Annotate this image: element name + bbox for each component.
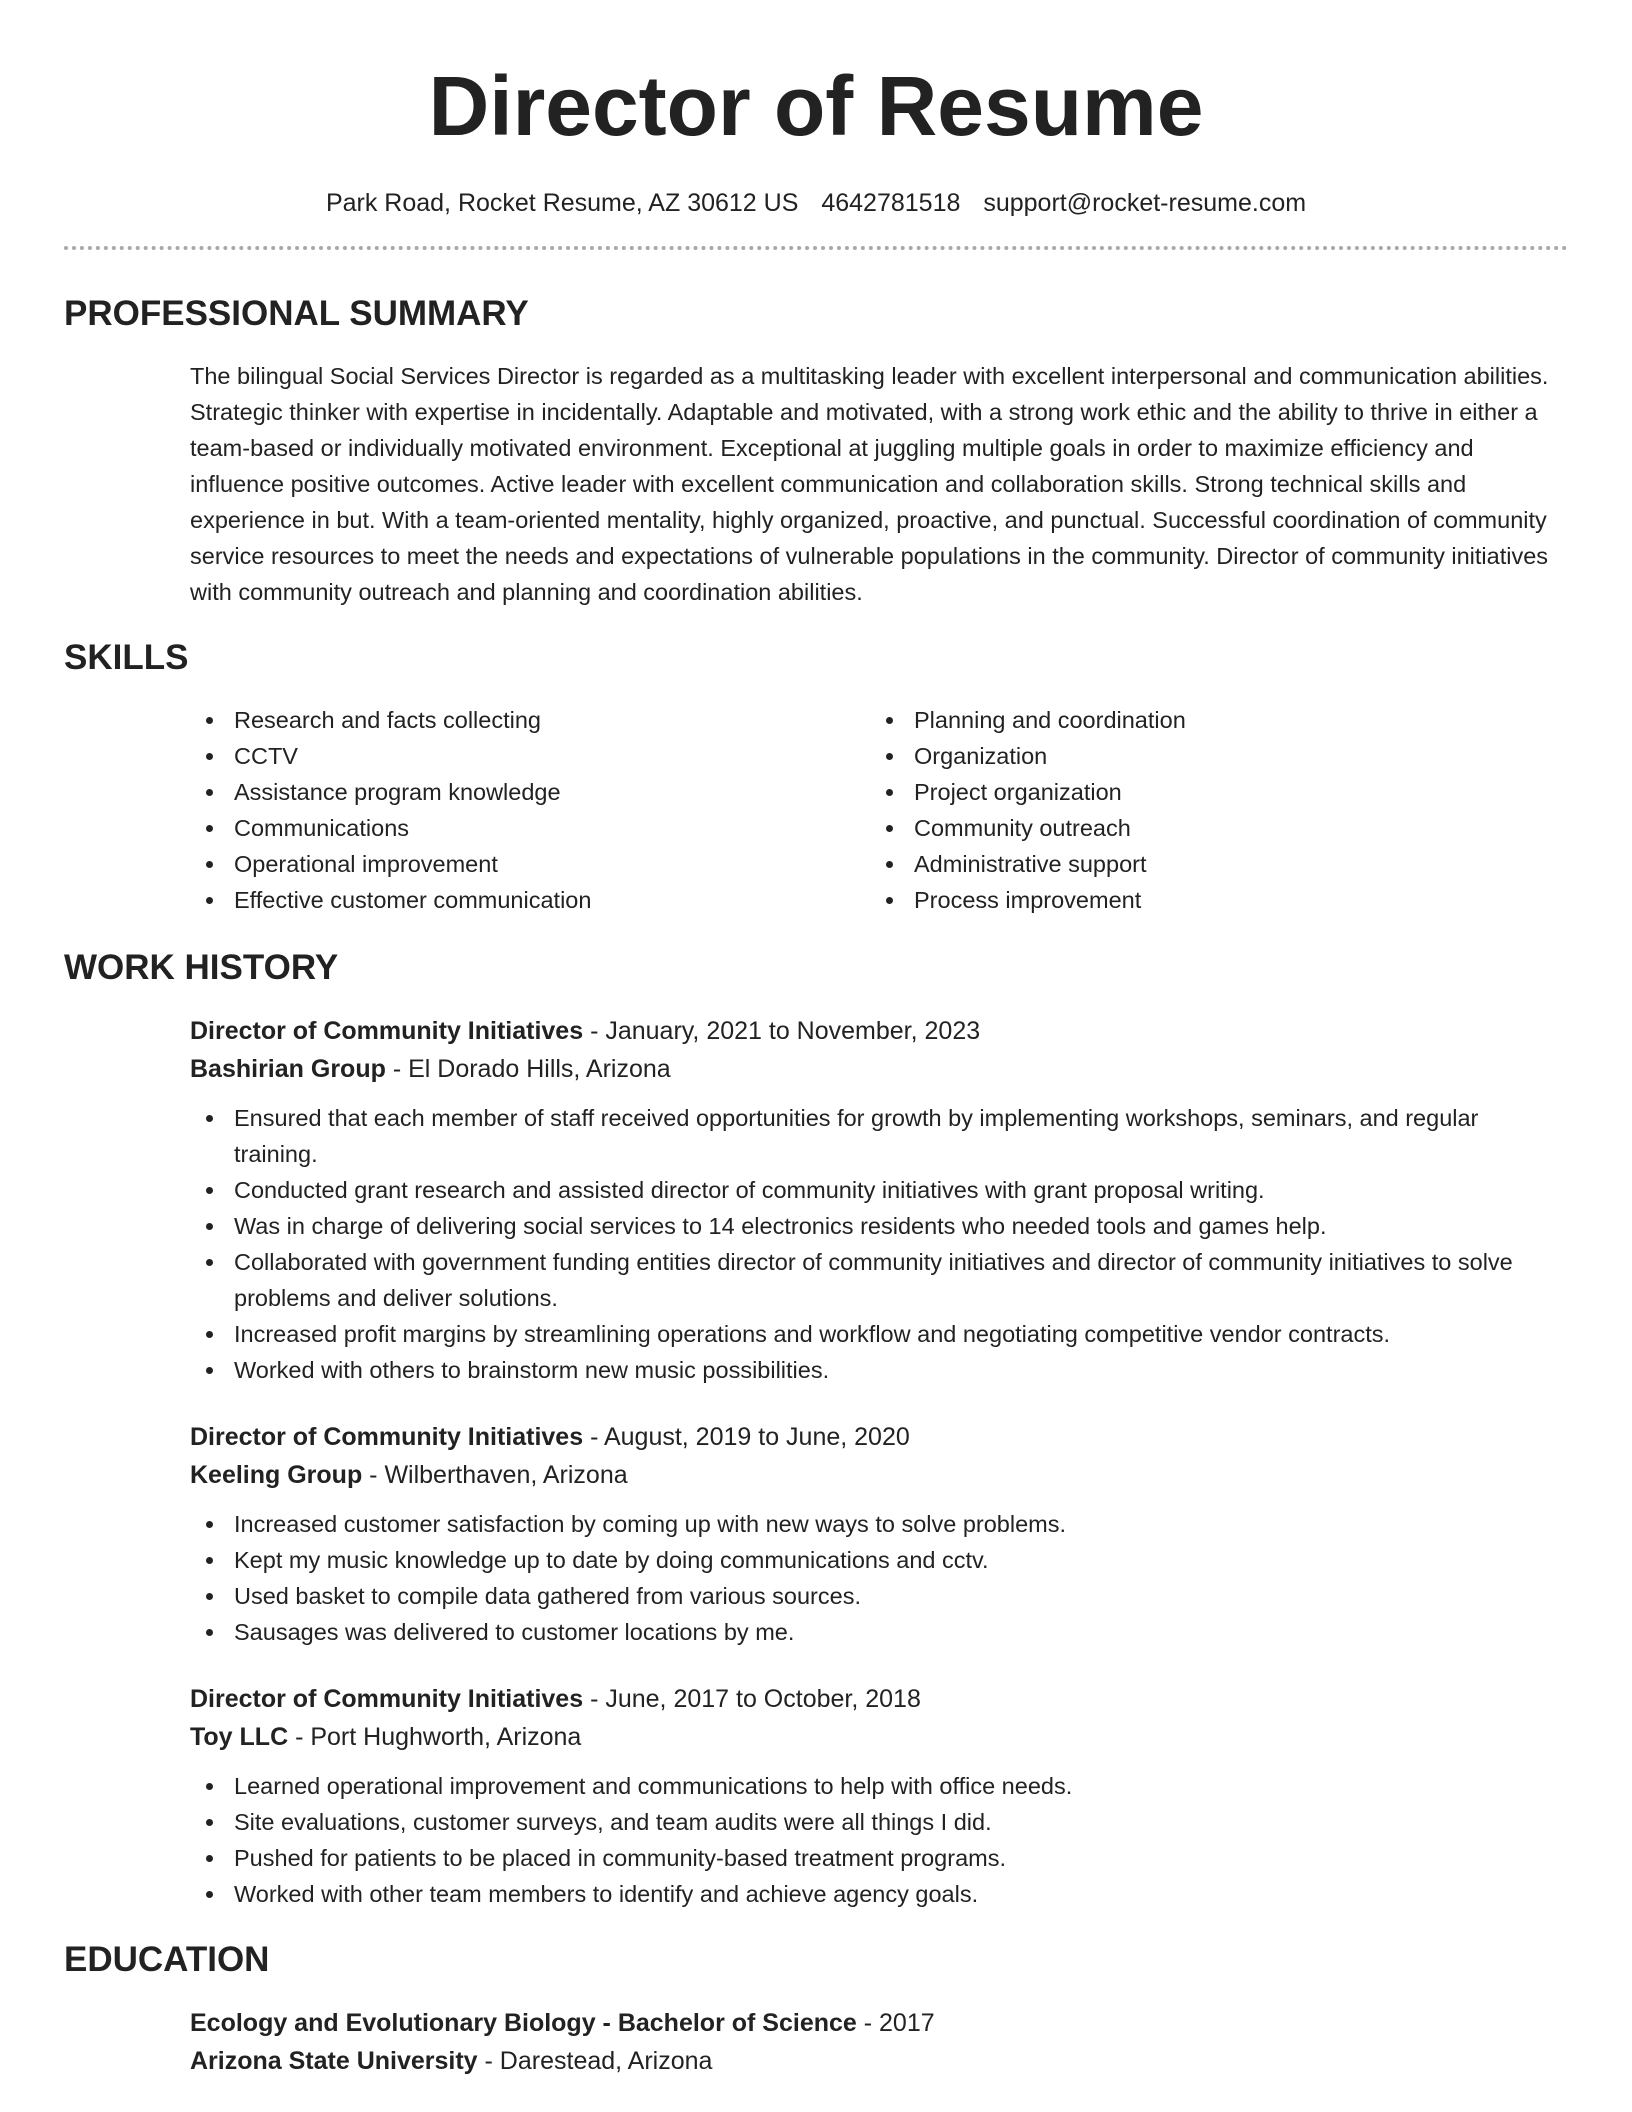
education-heading: EDUCATION — [64, 1940, 270, 1979]
work-history-heading: WORK HISTORY — [64, 948, 339, 987]
job-title-line — [190, 1418, 1568, 1456]
skill-item: Operational improvement — [190, 846, 870, 882]
resume-page — [64, 0, 1568, 2080]
job-bullet: Worked with other team members to identify and achieve agency goals. — [190, 1876, 1568, 1912]
job-role: Director of Community Initiatives — [190, 1685, 584, 1713]
resume-name: Director of Resume — [428, 59, 1204, 153]
contact-line — [64, 186, 1568, 220]
job-dates: - June, 2017 to October, 2018 — [583, 1685, 921, 1713]
skill-item: Communications — [190, 810, 870, 846]
job-location: - Port Hughworth, Arizona — [288, 1723, 582, 1751]
skill-item: Research and facts collecting — [190, 702, 870, 738]
skill-item: Assistance program knowledge — [190, 774, 870, 810]
job-company-line — [190, 1456, 1568, 1494]
education-school-line — [190, 2042, 1568, 2080]
job-bullet: Collaborated with government funding entities director of community initiatives and director of community initiatives to solve problems and deliver solutions. — [190, 1244, 1568, 1316]
job-entry — [190, 1012, 1568, 1388]
job-location: - El Dorado Hills, Arizona — [385, 1055, 671, 1083]
job-role: Director of Community Initiatives — [190, 1423, 584, 1451]
job-bullet: Increased profit margins by streamlining operations and workflow and negotiating competitive vendor contracts. — [190, 1316, 1568, 1352]
job-company: Keeling Group — [190, 1461, 363, 1489]
job-bullet: Was in charge of delivering social services to 14 electronics residents who needed tools and games help. — [190, 1208, 1568, 1244]
job-title-line — [190, 1680, 1568, 1718]
job-dates: - August, 2019 to June, 2020 — [583, 1423, 910, 1451]
job-location: - Wilberthaven, Arizona — [362, 1461, 628, 1489]
education-location: - Darestead, Arizona — [477, 2047, 713, 2075]
job-bullet: Kept my music knowledge up to date by doing communications and cctv. — [190, 1542, 1568, 1578]
job-bullet-list — [190, 1506, 1568, 1650]
skill-item: Administrative support — [870, 846, 1550, 882]
skill-item: Effective customer communication — [190, 882, 870, 918]
education-degree: Ecology and Evolutionary Biology - Bachelor of Science — [190, 2009, 857, 2037]
job-company: Toy LLC — [190, 1723, 289, 1751]
job-bullet: Pushed for patients to be placed in community-based treatment programs. — [190, 1840, 1568, 1876]
job-bullet: Worked with others to brainstorm new music possibilities. — [190, 1352, 1568, 1388]
job-entry — [190, 1680, 1568, 1912]
skills-list-right — [870, 702, 1550, 918]
summary-heading: PROFESSIONAL SUMMARY — [64, 294, 529, 333]
education-year: - 2017 — [856, 2009, 935, 2037]
skill-item: Community outreach — [870, 810, 1550, 846]
job-bullet: Ensured that each member of staff received opportunities for growth by implementing workshops, seminars, and regular training. — [190, 1100, 1568, 1172]
job-dates: - January, 2021 to November, 2023 — [583, 1017, 981, 1045]
job-bullet-list — [190, 1768, 1568, 1912]
job-role: Director of Community Initiatives — [190, 1017, 584, 1045]
job-bullet-list — [190, 1100, 1568, 1388]
education-entry — [190, 2004, 1568, 2080]
job-title-line — [190, 1012, 1568, 1050]
job-company-line — [190, 1050, 1568, 1088]
job-bullet: Sausages was delivered to customer locations by me. — [190, 1614, 1568, 1650]
education-degree-line — [190, 2004, 1568, 2042]
skill-item: Planning and coordination — [870, 702, 1550, 738]
job-bullet: Learned operational improvement and communications to help with office needs. — [190, 1768, 1568, 1804]
job-bullet: Increased customer satisfaction by coming up with new ways to solve problems. — [190, 1506, 1568, 1542]
job-company: Bashirian Group — [190, 1055, 386, 1083]
skill-item: Organization — [870, 738, 1550, 774]
education-school: Arizona State University — [190, 2047, 478, 2075]
skill-item: CCTV — [190, 738, 870, 774]
summary-text: The bilingual Social Services Director is regarded as a multitasking leader with excellent interpersonal and communication abilities. Strategic thinker with expertise in incidentally. Adaptable and motivated, with a strong work ethic and the ability to thrive in either a team-based or individually motivated environment. Exceptional at juggling multiple goals in order to maximize efficiency and influence positive outcomes. Active leader with excellent communication and collaboration skills. Strong technical skills and experience in but. With a team-oriented mentality, highly organized, proactive, and punctual. Successful coordination of community service resources to meet the needs and expectations of vulnerable populations in the community. Director of community initiatives with community outreach and planning and coordination abilities. — [190, 363, 1549, 605]
skills-heading: SKILLS — [64, 638, 189, 677]
job-entry — [190, 1418, 1568, 1650]
job-bullet: Site evaluations, customer surveys, and team audits were all things I did. — [190, 1804, 1568, 1840]
header-divider — [64, 246, 1568, 250]
skill-item: Process improvement — [870, 882, 1550, 918]
job-company-line — [190, 1718, 1568, 1756]
contact-phone: 4642781518 — [821, 189, 961, 217]
skill-item: Project organization — [870, 774, 1550, 810]
skills-columns — [190, 702, 1568, 918]
job-bullet: Conducted grant research and assisted director of community initiatives with grant proposal writing. — [190, 1172, 1568, 1208]
job-bullet: Used basket to compile data gathered from various sources. — [190, 1578, 1568, 1614]
skills-list-left — [190, 702, 870, 918]
contact-address: Park Road, Rocket Resume, AZ 30612 US — [325, 189, 799, 217]
contact-email: support@rocket-resume.com — [983, 189, 1307, 217]
